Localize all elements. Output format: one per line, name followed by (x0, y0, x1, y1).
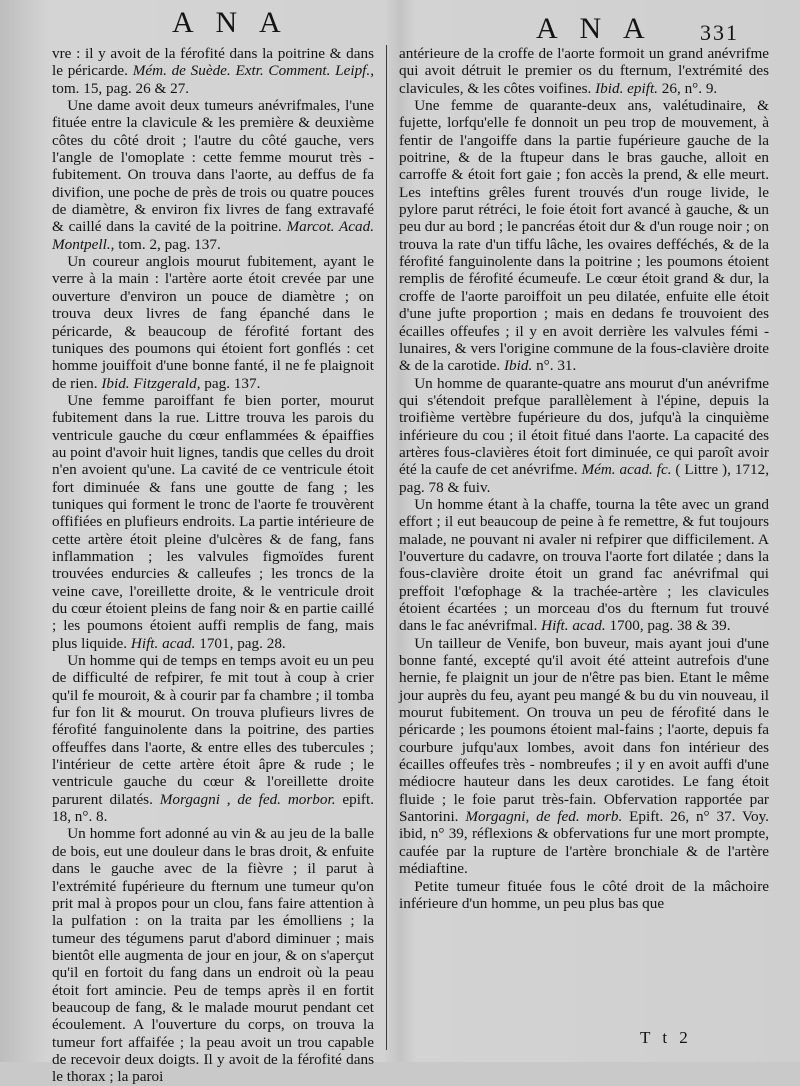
citation-reference: Morgagni , de fed. morbor. (159, 790, 336, 808)
paragraph-text: Un homme fort adonné au vin & au jeu de la balle de bois, eut une douleur dans le bras droit, & enfuite dans le gauche avec de la fièvre ; il parut à l'extrémité fupérieure du fternum une tumeur qu'on prit mal à propos pour un clou, fans faire attention à la pulfation : on la traita par les émolliens ; la tumeur des tégumens parut d'abord diminuer ; mais bientôt elle augmenta de jour en jour, & on s'aperçut qu'il en fortoit du fang dans un endroit où la peau étoit fort amincie. Peu de temps après il en fortit beaucoup de fang, & le malade mourut pendant cet écoulement. A l'ouverture du corps, on trouva la tumeur fort affaifée ; la peau avoit un trou capable de recevoir deux doigts. Il y avoit de la férofité dans le thorax ; la paroi (52, 825, 374, 1086)
right-text-column (399, 45, 769, 1045)
paragraph (52, 392, 374, 652)
citation-reference: Morgagni, de fed. morb. (465, 808, 623, 826)
paragraph-text: Un coureur anglois mourut fubitement, ayant le verre à la main : l'artère aorte étoit crevée par une ouverture d'environ un pouce de diamètre ; on trouva deux livres de fang épanché dans le péricarde, & beaucoup de férofité fortant des tuniques des poumons qui étoient fort gonflés : cet homme jouiffoit d'une bonne fanté, il ne fe plaignoit de rien. (52, 253, 374, 392)
paragraph-text: Une femme de quarante-deux ans, valétudinaire, & fujette, lorfqu'elle fe donnoit un peu trop de mouvement, à fentir de l'angoiffe dans la partie fupérieure gauche de la poitrine, & de la ftupeur dans le bras gauche, alloit en carroffe & étoit fort gaie ; fon accès la prend, & elle meurt. Les inteftins grêles furent trouvés d'un rouge livide, le pylore parut rétréci, le foie étoit fort avancé à gauche, & un peu dur au bord ; le pancréas étoit dur & d'un rouge noir ; on trouva la rate d'un tiffu lâche, les ovaires defféchés, & de la férofité fanguinolente dans la poitrine ; les poumons étoient remplis de férofité écumeufe. Le cœur étoit grand & dur, la croffe de l'aorte paroiffoit un peu dilatée, enfuite elle étoit d'une jufte proportion ; mais en dedans fe trouvoient des écailles offeufes ; il y en avoit derrière les valvules fémi - lunaires, & vers l'origine commune de la fous-clavière droite & de la carotide. (399, 97, 769, 375)
paragraph-text: Un tailleur de Venife, bon buveur, mais ayant joui d'une bonne fanté, excepté qu'il avoit été atteint autrefois d'une hernie, fe plaignit un jour de n'être pas bien. Etant le même jour auprès du feu, ayant peu mangé & bu du vin nouveau, il mourut fubitement. On trouva un peu de férofité dans le péricarde ; les poumons étoient mal-fains ; l'aorte, depuis fa courbure jufqu'aux lombes, avoit dans fon intérieur des écailles offeufes très - nombreufes ; il y en avoit auffi d'une médiocre hauteur dans les deux carotides. Le fang étoit fluide ; le foie parut très-fain. Obfervation rapportée par Santorini. (399, 634, 769, 826)
paragraph-text: Un homme étant à la chaffe, tourna la tête avec un grand effort ; il eut beaucoup de peine à fe remettre, & fut toujours malade, ne pouvant ni avaler ni refpirer que difficilement. A l'ouverture du cadavre, on trouva l'aorte fort dilatée ; dans la fous-clavière droite étoit un grand fac anévrifmal qui preffoit l'œfophage & la trachée-artère ; les clavicules étoient écartées ; un morceau d'os du fternum fut trouvé dans le fac anévrifmal. (399, 495, 769, 635)
citation-reference: Marcot. Acad. Montpell. (52, 218, 374, 253)
paragraph (52, 253, 374, 392)
citation-locator: , pag. 137. (196, 374, 261, 392)
paragraph (399, 45, 769, 97)
paragraph (52, 97, 374, 253)
citation-locator: Epift. 26, n° 37. Voy. ibid, n° 39, réflexions & obfervations fur une mort prompte, caufée par la rupture de l'artère bronchiale & de l'artère médiaftine. (399, 808, 769, 878)
citation-locator: 1701, pag. 28. (195, 634, 286, 652)
signature-mark: T t 2 (640, 1028, 692, 1047)
paragraph-text: antérieure de la croffe de l'aorte formoit un grand anévrifme qui avoit détruit le premier os du fternum, l'extrémité des clavicules, & les côtes voifines. (399, 45, 769, 97)
paragraph (399, 97, 769, 375)
citation-locator: , tom. 2, pag. 137. (110, 235, 221, 253)
right-running-title: A N A (536, 12, 653, 45)
running-header (0, 6, 800, 45)
citation-reference: Mém. acad. fc. (581, 461, 672, 479)
citation-reference: Hift. acad. (541, 617, 606, 635)
citation-reference: Ibid. (504, 357, 533, 375)
citation-locator: , tom. 15, pag. 26 & 27. (52, 62, 374, 97)
citation-reference: Ibid. epift. (595, 79, 658, 97)
citation-reference: Hift. acad. (130, 634, 196, 652)
paragraph (399, 635, 769, 878)
paragraph (399, 375, 769, 496)
paragraph-text: Petite tumeur fituée fous le côté droit de la mâchoire inférieure d'un homme, un peu plus bas que (399, 877, 769, 912)
paragraph (399, 496, 769, 635)
citation-reference: Mém. de Suède. Extr. Comment. Leipf. (132, 62, 371, 80)
paragraph-text: vre : il y avoit de la férofité dans la poitrine & dans le péricarde. (52, 45, 374, 80)
paragraph (52, 825, 374, 1085)
left-text-column (52, 45, 374, 1086)
page-number: 331 (700, 20, 739, 45)
paragraph (399, 878, 769, 913)
paragraph-text: Un homme de quarante-quatre ans mourut d'un anévrifme qui s'étendoit prefque parallèlement à l'épine, depuis la troifième vertèbre fupérieure du dos, jufqu'à la cinquième inférieure du cou ; il étoit fitué dans l'aorte. La capacité des artères fous-clavières étoit fort diminuée, ce qui paroît avoir été la caufe de cet anévrifme. (399, 374, 769, 479)
citation-locator: n°. 31. (532, 357, 577, 375)
column-divider (386, 45, 387, 1050)
paragraph-text: Un homme qui de temps en temps avoit eu un peu de difficulté de refpirer, fe mit tout à coup à crier qu'il fe mouroit, & à courir par fa chambre ; il tomba fur fon lit & mourut. On trouva plufieurs livres de férofité fanguinolente dans la poitrine, des parties offeuffes dans l'aorte, & entre elles des tubercules ; l'intérieur de cette artère étoit âpre & rude ; le ventricule gauche du cœur & l'oreillette droite parurent dilatés. (52, 652, 374, 808)
citation-locator: epift. 18, n°. 8. (52, 790, 374, 826)
citation-locator: 26, n°. 9. (657, 79, 718, 97)
paragraph (52, 652, 374, 825)
paragraph (52, 45, 374, 97)
left-running-title: A N A (172, 6, 289, 39)
citation-locator: ( Littre ), 1712, pag. 78 & fuiv. (399, 461, 770, 496)
citation-reference: Ibid. Fitzgerald (101, 374, 197, 392)
citation-locator: 1700, pag. 38 & 39. (605, 617, 731, 635)
paragraph-text: Une dame avoit deux tumeurs anévrifmales, l'une fituée entre la clavicule & les première & deuxième côtes du côté droit ; l'autre du côté gauche, vers l'angle de l'omoplate : cette femme mourut très - fubitement. On trouva dans l'aorte, au deffus de fa divifion, une poche de près de trois ou quatre pouces de diamètre, & environ fix livres de fang extravafé & caillé dans la cavité de la poitrine. (52, 97, 374, 236)
paragraph-text: Une femme paroiffant fe bien porter, mourut fubitement dans la rue. Littre trouva les parois du ventricule gauche du cœur enflammées & épaiffies au point d'avoir huit lignes, tandis que celles du droit n'en avoient qu'une. La cavité de ce ventricule étoit fort diminuée & fans une goutte de fang ; les tuniques qui forment le tronc de l'aorte fe trouvèrent offifiées en plufieurs endroits. La partie intérieure de cette artère étoit pleine d'ulcères & de fang, fans inflammation ; les valvules figmoïdes furent trouvées endurcies & calleufes ; les troncs de la veine cave, l'oreillette droite, & le ventricule droit du cœur étoient pleins de fang noir & en partie caillé ; les poumons étoient auffi remplis de fang, mais plus liquide. (52, 391, 374, 652)
